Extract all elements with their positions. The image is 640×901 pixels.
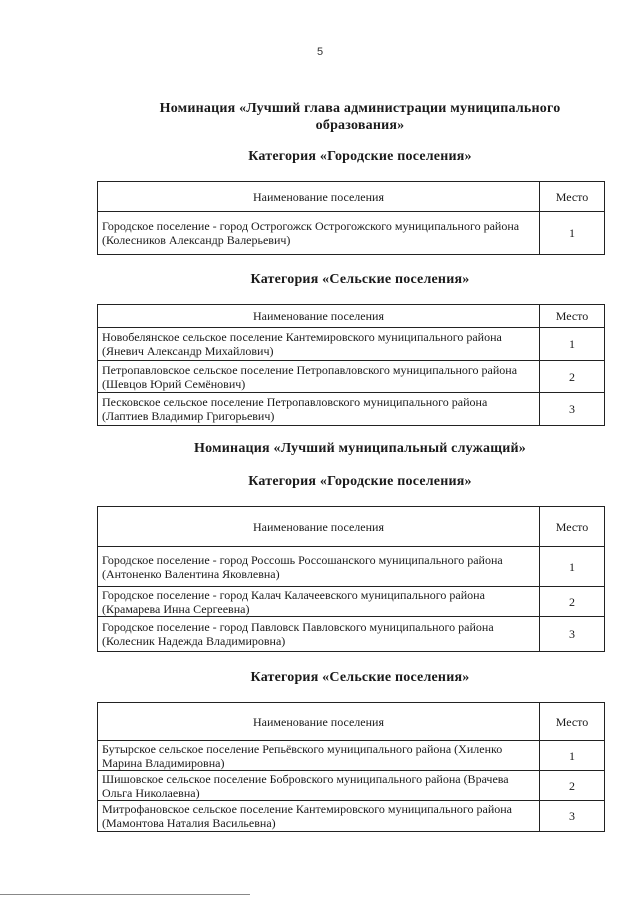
place-value: 3 bbox=[540, 617, 605, 652]
settlement-name: Песковское сельское поселение Петропавловского муниципального района (Лаптиев Владимир Григорьевич) bbox=[98, 393, 540, 426]
settlement-name: Бутырское сельское поселение Репьёвского муниципального района (Хиленко Марина Владимировна) bbox=[98, 741, 540, 771]
place-value: 3 bbox=[540, 801, 605, 832]
table-2-1 bbox=[97, 506, 605, 652]
table-row bbox=[98, 617, 605, 652]
place-value: 2 bbox=[540, 587, 605, 617]
category-title-1-1: Категория «Городские поселения» bbox=[248, 149, 472, 164]
page-number: 5 bbox=[316, 46, 324, 58]
table-row bbox=[98, 771, 605, 801]
table-row bbox=[98, 328, 605, 361]
place-value: 3 bbox=[540, 393, 605, 426]
table-1-1 bbox=[97, 181, 605, 255]
settlement-name: Городское поселение - город Россошь Россошанского муниципального района (Антоненко Валентина Яковлевна) bbox=[98, 547, 540, 587]
table-row bbox=[98, 547, 605, 587]
settlement-name: Митрофановское сельское поселение Кантемировского муниципального района (Мамонтова Наталия Васильевна) bbox=[98, 801, 540, 832]
footer-divider bbox=[0, 894, 250, 895]
table-1-2 bbox=[97, 304, 605, 426]
table-2-2 bbox=[97, 702, 605, 832]
nomination-title-1: Номинация «Лучший глава администрации муниципального образования» bbox=[159, 101, 561, 133]
column-header-name: Наименование поселения bbox=[98, 507, 540, 547]
place-value: 1 bbox=[540, 547, 605, 587]
table-header-row bbox=[98, 182, 605, 212]
column-header-place: Место bbox=[540, 305, 605, 328]
table-row bbox=[98, 587, 605, 617]
column-header-place: Место bbox=[540, 703, 605, 741]
settlement-name: Городское поселение - город Острогожск Острогожского муниципального района (Колесников Александр Валерьевич) bbox=[98, 212, 540, 255]
table-header-row bbox=[98, 703, 605, 741]
column-header-name: Наименование поселения bbox=[98, 182, 540, 212]
settlement-name: Городское поселение - город Калач Калачеевского муниципального района (Крамарева Инна Сергеевна) bbox=[98, 587, 540, 617]
place-value: 1 bbox=[540, 741, 605, 771]
table-row bbox=[98, 212, 605, 255]
category-title-2-2: Категория «Сельские поселения» bbox=[250, 670, 470, 685]
nomination-title-2: Номинация «Лучший муниципальный служащий» bbox=[194, 441, 526, 456]
settlement-name: Шишовское сельское поселение Бобровского муниципального района (Врачева Ольга Николаевна) bbox=[98, 771, 540, 801]
place-value: 2 bbox=[540, 361, 605, 393]
table-header-row bbox=[98, 305, 605, 328]
category-title-1-2: Категория «Сельские поселения» bbox=[250, 272, 470, 287]
table-row bbox=[98, 741, 605, 771]
place-value: 1 bbox=[540, 328, 605, 361]
column-header-name: Наименование поселения bbox=[98, 305, 540, 328]
column-header-place: Место bbox=[540, 507, 605, 547]
place-value: 1 bbox=[540, 212, 605, 255]
column-header-name: Наименование поселения bbox=[98, 703, 540, 741]
table-row bbox=[98, 801, 605, 832]
category-title-2-1: Категория «Городские поселения» bbox=[248, 474, 472, 489]
table-row bbox=[98, 361, 605, 393]
settlement-name: Петропавловское сельское поселение Петропавловского муниципального района (Шевцов Юрий Семёнович) bbox=[98, 361, 540, 393]
place-value: 2 bbox=[540, 771, 605, 801]
table-row bbox=[98, 393, 605, 426]
settlement-name: Новобелянское сельское поселение Кантемировского муниципального района (Яневич Александр Михайлович) bbox=[98, 328, 540, 361]
table-header-row bbox=[98, 507, 605, 547]
settlement-name: Городское поселение - город Павловск Павловского муниципального района (Колесник Надежда Владимировна) bbox=[98, 617, 540, 652]
column-header-place: Место bbox=[540, 182, 605, 212]
